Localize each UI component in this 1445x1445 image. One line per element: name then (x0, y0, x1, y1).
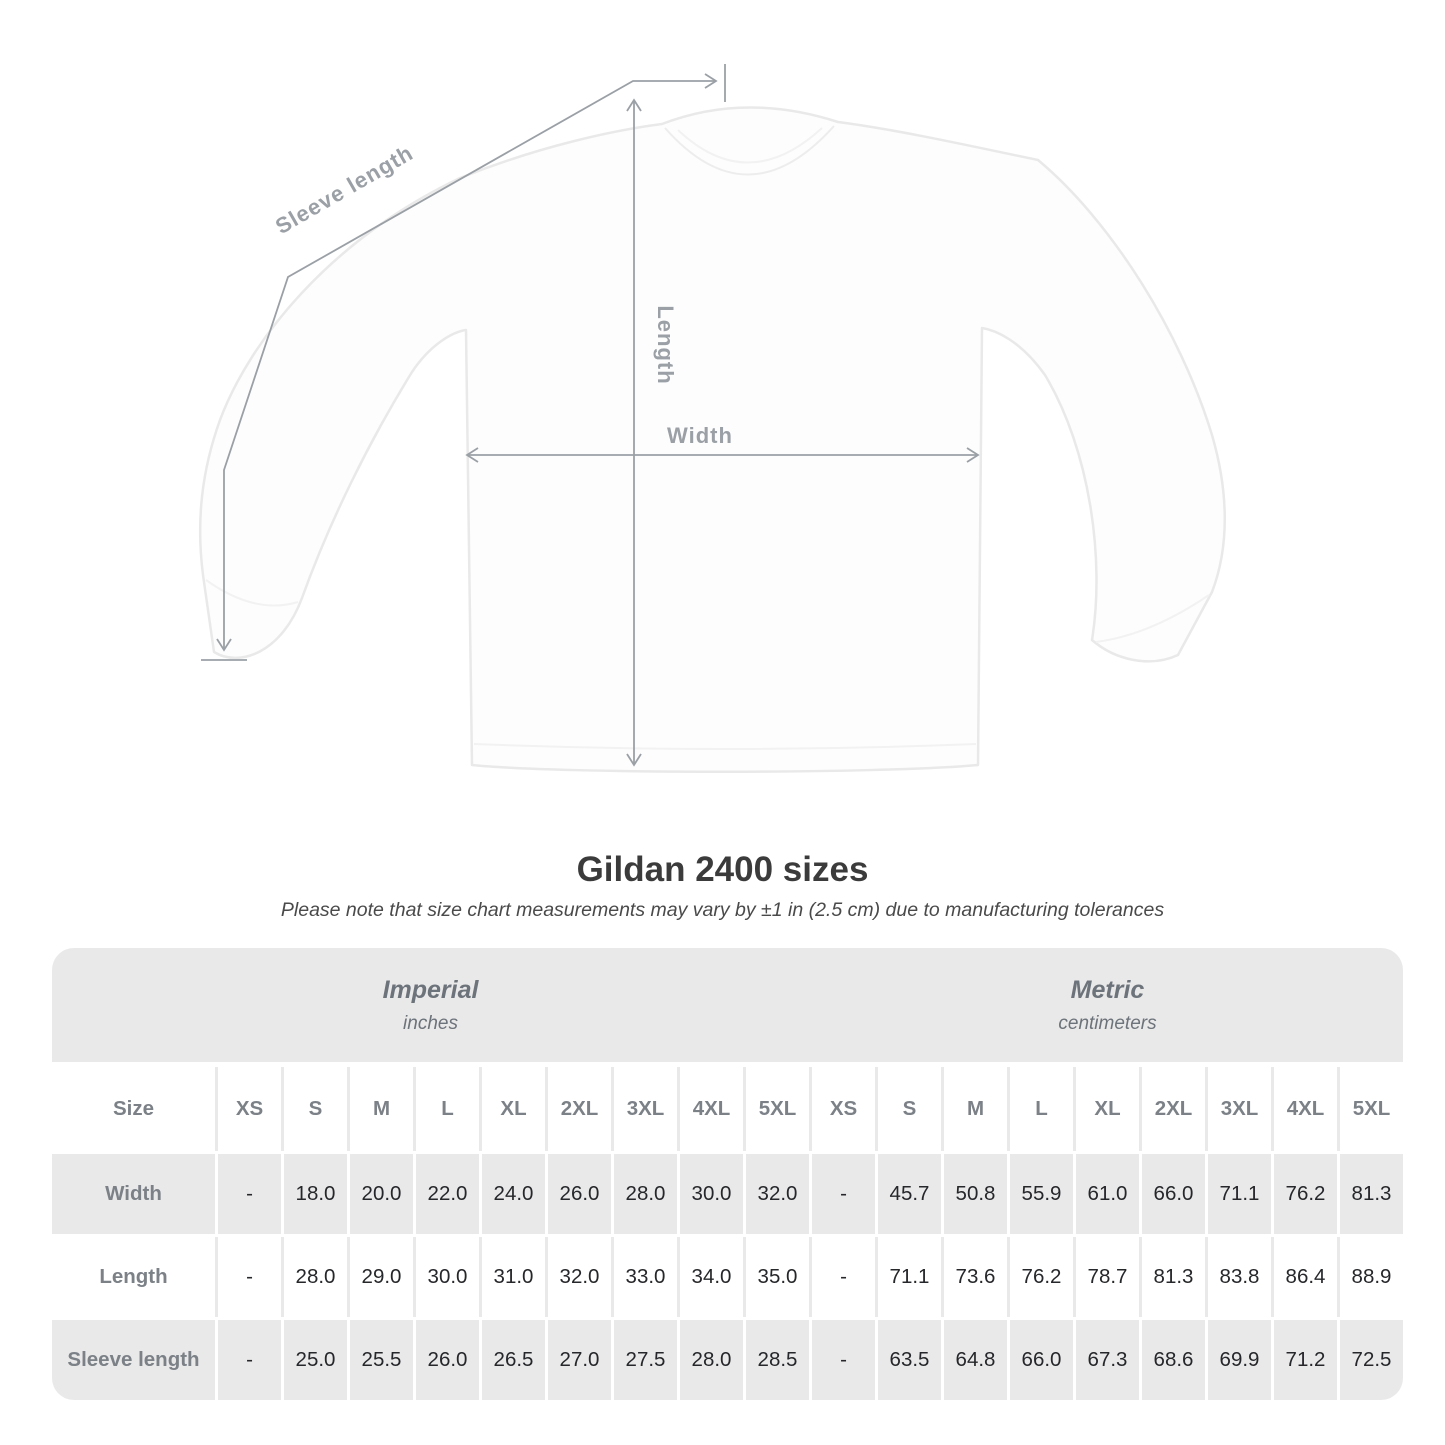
length-row (52, 1237, 1403, 1317)
size-chart-table (52, 948, 1403, 1400)
row-label: Sleeve length (52, 1320, 215, 1400)
metric-units: centimeters (1058, 1012, 1157, 1034)
width-row (52, 1154, 1403, 1234)
table-cell: 81.3 (1142, 1237, 1205, 1317)
table-cell: 28.0 (614, 1154, 677, 1234)
table-cell: 71.1 (1208, 1154, 1271, 1234)
table-cell: 63.5 (878, 1320, 941, 1400)
table-cell: 28.5 (746, 1320, 809, 1400)
table-cell: - (812, 1320, 875, 1400)
table-cell: 28.0 (284, 1237, 347, 1317)
table-cell: 72.5 (1340, 1320, 1403, 1400)
sleeve-length-label: Sleeve length (270, 139, 418, 240)
table-cell: 66.0 (1142, 1154, 1205, 1234)
table-cell: 25.5 (350, 1320, 413, 1400)
table-cell: 50.8 (944, 1154, 1007, 1234)
table-cell: 33.0 (614, 1237, 677, 1317)
size-column-header: L (416, 1067, 479, 1151)
table-cell: 30.0 (680, 1154, 743, 1234)
table-cell: - (812, 1154, 875, 1234)
metric-group-header (812, 948, 1403, 1062)
table-cell: 35.0 (746, 1237, 809, 1317)
table-cell: 26.0 (416, 1320, 479, 1400)
size-column-header: 5XL (746, 1067, 809, 1151)
unit-group-header (52, 948, 1403, 1062)
table-cell: 76.2 (1010, 1237, 1073, 1317)
table-cell: 86.4 (1274, 1237, 1337, 1317)
table-cell: 66.0 (1010, 1320, 1073, 1400)
table-cell: 81.3 (1340, 1154, 1403, 1234)
size-column-header: 5XL (1340, 1067, 1403, 1151)
table-cell: 29.0 (350, 1237, 413, 1317)
width-label: Width (667, 423, 733, 448)
size-column-header: L (1010, 1067, 1073, 1151)
imperial-label: Imperial (382, 975, 479, 1004)
table-cell: 88.9 (1340, 1237, 1403, 1317)
table-cell: 67.3 (1076, 1320, 1139, 1400)
table-cell: 34.0 (680, 1237, 743, 1317)
size-column-header: 3XL (1208, 1067, 1271, 1151)
table-cell: 83.8 (1208, 1237, 1271, 1317)
size-column-header: 2XL (548, 1067, 611, 1151)
tolerance-note: Please note that size chart measurements may vary by ±1 in (2.5 cm) due to manufacturing tolerances (280, 899, 1165, 921)
table-cell: 68.6 (1142, 1320, 1205, 1400)
size-column-header: XL (482, 1067, 545, 1151)
table-cell: 32.0 (548, 1237, 611, 1317)
corner-header: Size (52, 1067, 215, 1151)
table-cell: 31.0 (482, 1237, 545, 1317)
row-label: Length (52, 1237, 215, 1317)
length-label: Length (653, 305, 678, 385)
table-cell: 27.0 (548, 1320, 611, 1400)
table-cell: 26.5 (482, 1320, 545, 1400)
table-cell: 22.0 (416, 1154, 479, 1234)
size-column-header: S (284, 1067, 347, 1151)
table-cell: - (218, 1237, 281, 1317)
size-column-header: S (878, 1067, 941, 1151)
size-column-header: 3XL (614, 1067, 677, 1151)
sleeve-length-row (52, 1320, 1403, 1400)
imperial-group-header (52, 948, 809, 1062)
row-label: Width (52, 1154, 215, 1234)
size-column-header: XS (218, 1067, 281, 1151)
page-title: Gildan 2400 sizes (576, 850, 869, 889)
imperial-units: inches (403, 1012, 458, 1034)
size-column-header: XL (1076, 1067, 1139, 1151)
metric-label: Metric (1070, 975, 1145, 1004)
table-cell: 30.0 (416, 1237, 479, 1317)
size-column-header: M (944, 1067, 1007, 1151)
size-column-header: 4XL (680, 1067, 743, 1151)
size-column-header: 4XL (1274, 1067, 1337, 1151)
table-cell: 32.0 (746, 1154, 809, 1234)
table-cell: 76.2 (1274, 1154, 1337, 1234)
table-cell: 27.5 (614, 1320, 677, 1400)
table-cell: - (218, 1320, 281, 1400)
table-cell: 18.0 (284, 1154, 347, 1234)
table-cell: 73.6 (944, 1237, 1007, 1317)
table-cell: 69.9 (1208, 1320, 1271, 1400)
size-column-header: M (350, 1067, 413, 1151)
table-cell: - (218, 1154, 281, 1234)
table-cell: 71.2 (1274, 1320, 1337, 1400)
size-column-header: 2XL (1142, 1067, 1205, 1151)
table-cell: - (812, 1237, 875, 1317)
table-cell: 71.1 (878, 1237, 941, 1317)
table-cell: 55.9 (1010, 1154, 1073, 1234)
table-cell: 24.0 (482, 1154, 545, 1234)
size-header-row (52, 1067, 1403, 1151)
table-cell: 28.0 (680, 1320, 743, 1400)
table-cell: 45.7 (878, 1154, 941, 1234)
table-cell: 61.0 (1076, 1154, 1139, 1234)
size-column-header: XS (812, 1067, 875, 1151)
table-cell: 20.0 (350, 1154, 413, 1234)
table-cell: 25.0 (284, 1320, 347, 1400)
table-cell: 26.0 (548, 1154, 611, 1234)
table-cell: 64.8 (944, 1320, 1007, 1400)
table-cell: 78.7 (1076, 1237, 1139, 1317)
